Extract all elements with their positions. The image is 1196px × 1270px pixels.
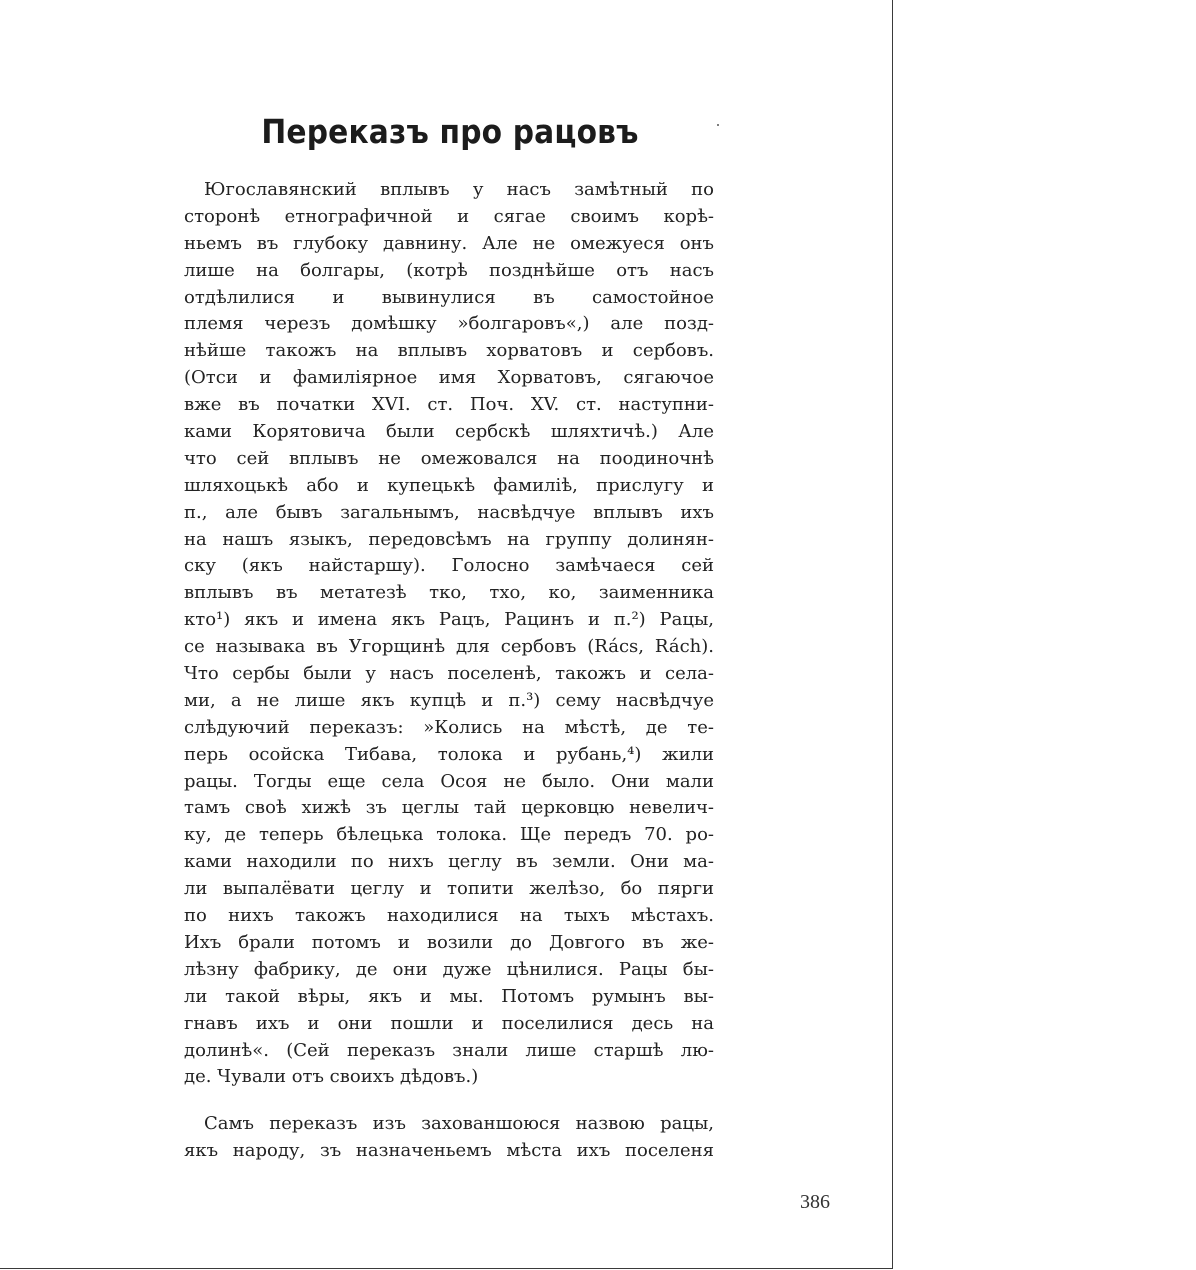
text-line: по нихъ такожъ находилися на тыхъ мѣстахъ. [184, 905, 714, 927]
text-line: се называка въ Угорщинѣ для сербовъ (Rács, Rách). [184, 636, 714, 658]
text-line: племя черезъ домѣшку »болгаровъ«,) але позд- [184, 313, 714, 335]
text-line: ску (якъ найстаршу). Голосно замѣчаеся сей [184, 555, 714, 577]
text-line: ли выпалёвати цеглу и топити желѣзо, бо пярги [184, 878, 714, 900]
text-line: вплывъ въ метатезѣ тко, тхо, ко, заименника [184, 582, 714, 604]
text-line: ками Корятовича были сербскѣ шляхтичѣ.) Але [184, 421, 714, 443]
text-line: сторонѣ етнографичной и сягае своимъ корѣ- [184, 205, 714, 227]
paragraph-1 [184, 177, 714, 1091]
text-line: гнавъ ихъ и они пошли и поселилися десь на [184, 1012, 714, 1034]
text-line: Что сербы были у насъ поселенѣ, такожъ и села- [184, 663, 714, 685]
text-line: Ихъ брали потомъ и возили до Довгого въ же- [184, 931, 714, 953]
text-line: нѣйше такожъ на вплывъ хорватовъ и сербовъ. [184, 340, 714, 362]
text-line: лѣзну фабрику, де они дуже цѣнилися. Рацы бы- [184, 958, 714, 980]
body-text [184, 177, 714, 1165]
text-line: перь осойска Тибава, толока и рубань,⁴) жили [184, 743, 714, 765]
text-line: рацы. Тогды еще села Осоя не было. Они мали [184, 770, 714, 792]
page-number: 386 [800, 1191, 830, 1213]
text-line: п., але бывъ загальнымъ, насвѣдчуе вплывъ ихъ [184, 501, 714, 523]
text-line: слѣдуючий переказъ: »Колись на мѣстѣ, де те- [184, 716, 714, 738]
text-line: якъ народу, зъ назначеньемъ мѣста ихъ поселеня [184, 1140, 714, 1162]
text-line: вже въ початки XVI. ст. Поч. XV. ст. наступни- [184, 394, 714, 416]
print-speck [717, 124, 719, 126]
text-line: кто¹) якъ и имена якъ Рацъ, Рацинъ и п.²) Рацы, [184, 609, 714, 631]
text-line: де. Чували отъ своихъ дѣдовъ.) [184, 1066, 479, 1088]
text-line: тамъ своѣ хижѣ зъ цеглы тай церковцю невелич- [184, 797, 714, 819]
text-line: лише на болгары, (котрѣ позднѣйше отъ насъ [184, 259, 714, 281]
text-line: (Отси и фамиліярное имя Хорватовъ, сягаючое [184, 367, 714, 389]
text-line: Югославянский вплывъ у насъ замѣтный по [204, 179, 714, 200]
page-title: Переказъ про рацовъ [261, 112, 639, 151]
text-line: Самъ переказъ изъ захованшоюся назвою рацы, [204, 1113, 714, 1135]
text-line: ли такой вѣры, якъ и мы. Потомъ румынъ вы- [184, 985, 714, 1007]
text-line: долинѣ«. (Сей переказъ знали лише старшѣ лю- [184, 1039, 714, 1061]
text-line: ми, а не лише якъ купцѣ и п.³) сему насвѣдчуе [184, 689, 714, 711]
text-line: отдѣлилися и вывинулися въ самостойное [184, 286, 714, 308]
text-line: на нашъ языкъ, передовсѣмъ на группу долинян- [184, 528, 714, 550]
paragraph-2 [184, 1111, 714, 1165]
text-line: что сей вплывъ не омежовался на поодиночнѣ [184, 447, 714, 469]
text-line: шляхоцькѣ або и купецькѣ фамиліѣ, прислугу и [184, 474, 714, 496]
text-line: ками находили по нихъ цеглу въ земли. Они ма- [184, 851, 714, 873]
text-line: ку, де теперь бѣлецька толока. Ще передъ 70. ро- [184, 824, 714, 846]
text-line: ньемъ въ глубоку давнину. Але не омежуеся онъ [184, 232, 714, 254]
